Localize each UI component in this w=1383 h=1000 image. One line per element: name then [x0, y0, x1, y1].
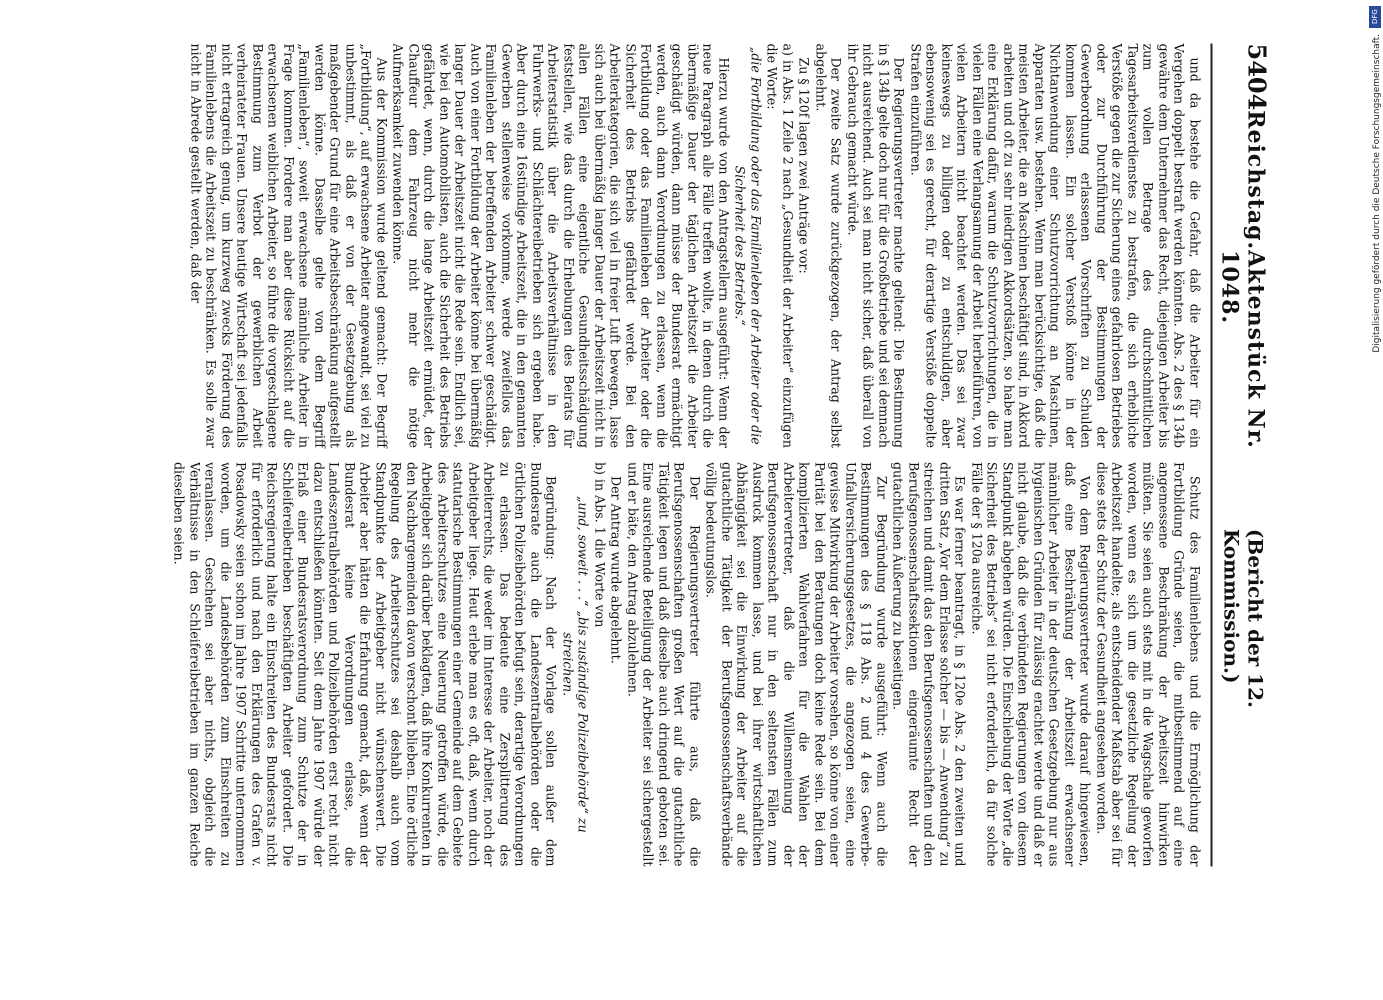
digitization-credit: Digitalisierung gefördert durch die Deutsche Forschungsgemeinschaft.: [1372, 34, 1382, 353]
paragraph: Begründung: Nach der Vorlage sollen außer dem Bundesrate auch die Landeszentralbehörden oder die örtlichen Polizeibehörden befugt sein, derartige Verordnungen zu erlassen. Das bedeute eine Zersplitterung des Arbeiterrechts, die weder im Interesse der Arbeiter, noch der Arbeitgeber liege. Heut erlebe man es oft, daß, wenn durch statutarische Bestimmungen einer Gemeinde auf dem Gebiete des Arbeiterschutzes eine Neuerung getroffen würde, die Arbeitgeber sich darüber beklagten, daß ihre Konkurrenten in den Nachbargemeinden davon verschont blieben. Eine örtliche Regelung des Arbeiterschutzes sei deshalb auch vom Standpunkte der Arbeitgeber nicht wünschenswert. Die Arbeiter aber hätten die Erfahrung gemacht, daß, wenn der Bundesrat keine Verordnungen erlasse, die Landeszentralbehörden und Polizeibehörden erst recht nicht dazu entschließen könnten. Seit dem Jahre 1907 würde der Erlaß einer Bundesratsverordnung zum Schutze der in Schleifereibetrieben beschäftigten Arbeiter gefordert. Die Reichsregierung halte ein Einschreiten des Bundesrats nicht für erforderlich und nach den Erklärungen des Grafen v. Posadowsky seien schon im Jahre 1907 Schritte unternommen worden, um die Landesbehörden zum Einschreiten zu veranlassen. Geschehen sei aber nichts, obgleich die Verhältnisse in den Schleifereibetrieben im ganzen Reiche dieselben seien.: [172, 462, 559, 867]
paragraph: Es war ferner beantragt, in § 120e Abs. 2 den zweiten und dritten Satz „Vor dem Erlasse solcher — bis — Anwendung“ zu streichen und damit das den Berufsgenossenschaften und den Berufsgenossenschaftssektionen eingeräumte Recht der gutachtlichen Äußerung zu beseitigen.: [891, 462, 968, 867]
paragraph: und da bestehe die Gefahr, daß die Arbeiter für ein Vergehen doppelt bestraft werden könnten. Abs. 2 des § 134b gewähre dem Unternehmer das Recht, diejenigen Arbeiter bis zum vollen Betrage des durchschnittlichen Tagesarbeitsverdienstes zu bestrafen, die sich erhebliche Verstöße gegen die zur Sicherung eines gefahrlosen Betriebes oder zur Durchführung der Bestimmungen der Gewerbeordnung erlassenen Vorschriften zu Schulden kommen lassen. Ein solcher Verstoß könne in der Nichtanwendung einer Schutzvorrichtung an Maschinen, Apparaten usw. bestehen. Wenn man berücksichtige, daß die meisten Arbeiter, die an Maschinen beschäftigt sind, in Akkord arbeiten und oft zu sehr niedrigen Akkordsätzen, so habe man eine Erklärung dafür, warum die Schutzvorrichtungen, die in vielen Fällen eine Verlangsamung der Arbeit herbeiführen, von vielen Arbeitern nicht beachtet werden. Das sei zwar keineswegs zu billigen oder zu entschuldigen, aber ebensowenig sei es gerecht, für derartige Verstöße doppelte Strafen einzuführen.: [908, 43, 1203, 448]
paragraph: a) in Abs. 1 Zeile 2 nach „Gesundheit der Arbeiter“ einzufügen die Worte:: [765, 43, 796, 448]
paragraph: Hierzu wurde von den Antragstellern ausgeführt: Wenn der neue Paragraph alle Fälle treffen wollte, in denen durch die übermäßige Dauer der täglichen Arbeitszeit die Arbeiter geschädigt würden, dann müsse der Bundesrat ermächtigt werden, auch dann Verordnungen zu erlassen, wenn die Fortbildung oder das Familienleben der Arbeiter oder die Sicherheit des Betriebs gefährdet werde. Bei den Arbeiterkategorien, die sich viel in freier Luft bewegen, lasse sich auch bei übermäßig langer Dauer der Arbeitszeit nicht in allen Fällen eine eigentliche Gesundheitsschädigung feststellen, wie das durch die Erhebungen des Beirats für Arbeiterstatistik über die Arbeitsverhältnisse in den Fuhrwerks- und Schlächtereibetrieben sich ergeben habe. Aber durch eine 16stündige Arbeitszeit, die in den genannten Gewerben stellenweise vorkomme, werde zweifellos das Familienleben der betreffenden Arbeiter schwer geschädigt. Auch von einer Fortbildung der Arbeiter könne bei übermäßig langer Dauer der Arbeitszeit nicht die Rede sein. Endlich sei, wie bei den Automobilisten, auch die Sicherheit des Betriebs gefährdet, wenn, durch die lange Arbeitszeit ermüdet, der Chauffeur dem Fahrzeug nicht mehr die nötige Aufmerksamkeit zuwenden könne.: [391, 43, 732, 448]
header-right-title: (Bericht der 12. Kommission.): [1219, 528, 1268, 708]
column-left: [89, 44, 1203, 449]
page-number: 5404: [1242, 43, 1272, 111]
text-columns: [89, 44, 1203, 867]
header-center-title: Aktenstück Nr. 1048.: [1216, 250, 1269, 449]
paragraph: Schutz des Familienlebens und die Ermöglichung der Fortbildung Gründe seien, die mitbestimmend auf eine angemessene Beschränkung der Arbeitszeit hinwirken müßten. Sie seien auch stets mit in die Wagschale geworfen worden, wenn es sich um die gesetzliche Regelung der Arbeitszeit handelte; als entscheidender Maßstab aber sei für diese stets der Schutz der Gesundheit angesehen worden.: [1094, 462, 1203, 867]
dfg-logo: DFG: [1369, 6, 1381, 28]
header-left-title: Reichstag.: [1242, 110, 1269, 251]
paragraph: Aus der Kommission wurde geltend gemacht: Der Begriff „Fortbildung“, auf erwachsene Arbeiter angewandt, sei viel zu unbestimmt, als daß er von der Gesetzgebung als maßgebender Grund für eine Arbeitsbeschränkung aufgestellt werden könne. Dasselbe gelte von dem Begriff „Familienleben“, soweit erwachsene männliche Arbeiter in Frage kommen. Fordere man aber diese Rücksicht auf die erwachsenen weiblichen Arbeiter, so führe die vorgeschlagene Bestimmung zum Verbot der gewerblichen Arbeit verheirateter Frauen. Unsere heutige Wirtschaft sei jedenfalls nicht ertragreich genug, um kurzweg zwecks Förderung des Familienlebens die Arbeitszeit zu beschränken. Es solle zwar nicht in Abrede gestellt werden, daß der: [188, 43, 390, 448]
quoted-amendment: „die Fortbildung oder das Familienleben der Arbeiter oder die Sicherheit des Betriebs.“: [733, 46, 764, 445]
document-page: [72, 8, 1312, 903]
paragraph: Der Regierungsvertreter machte geltend: Die Bestimmung in § 134b gelte doch nur für die Großbetriebe und sei demnach nicht ausreichend. Auch sei man nicht sicher, daß überall von ihr Gebrauch gemacht würde.: [845, 43, 907, 448]
paragraph: Von dem Regierungsvertreter wurde darauf hingewiesen, daß eine Beschränkung der Arbeitszeit erwachsener männlicher Arbeiter in der deutschen Gesetzgebung nur aus hygienischen Gründen für zulässig erachtet werde und daß er nicht glaube, daß die verbündeten Regierungen von diesem Standpunkt abgehen würden. Die Einschiebung der Worte „die Sicherheit des Betriebs“ sei nicht erforderlich, da für solche Fälle der § 120a ausreiche.: [969, 462, 1093, 867]
quoted-amendment: „und, soweit . . .“ „bis zuständige Polizeibehörde“ zu streichen.: [560, 495, 591, 833]
paragraph: Der Regierungsvertreter führte aus, daß die Berufsgenossenschaften großen Wert auf die gutachtliche Tätigkeit legen und daß dieselbe auch dringend geboten sei. Eine ausreichende Beteiligung der Arbeiter sei sichergestellt und er bäte, den Antrag abzulehnen.: [625, 462, 703, 867]
paragraph: b) in Abs. 1 die Worte von: [592, 462, 608, 628]
paragraph: Der Antrag wurde abgelehnt.: [609, 476, 624, 664]
paragraph: Zur Begründung wurde ausgeführt: Wenn auch die Bestimmungen des § 118 Abs. 2 und 4 des Gewerbe-Unfallversicherungsgesetzes, die angezogen seien, eine gewisse Mitwirkung der Arbeiter vorsehen, so könne von einer Parität bei den Beratungen doch keine Rede sein. Bei dem komplizierten Wahlverfahren für die Wahlen der Arbeitervertreter, daß die Willensmeinung der Berufsgenossenschaft nur in den seltensten Fällen zum Ausdruck kommen lasse, und bei ihrer wirtschaftlichen Abhängigkeit sei die Einwirkung der Arbeiter auf die gutachtliche Tätigkeit der Berufsgenossenschaftsverbände völlig bedeutungslos.: [704, 462, 890, 867]
column-right: [89, 462, 1203, 867]
paragraph: Zu § 120f lagen zwei Anträge vor:: [797, 57, 812, 274]
page-header: [1211, 44, 1272, 867]
paragraph: Der zweite Satz wurde zurückgezogen, der Antrag selbst abgelehnt.: [813, 43, 844, 448]
